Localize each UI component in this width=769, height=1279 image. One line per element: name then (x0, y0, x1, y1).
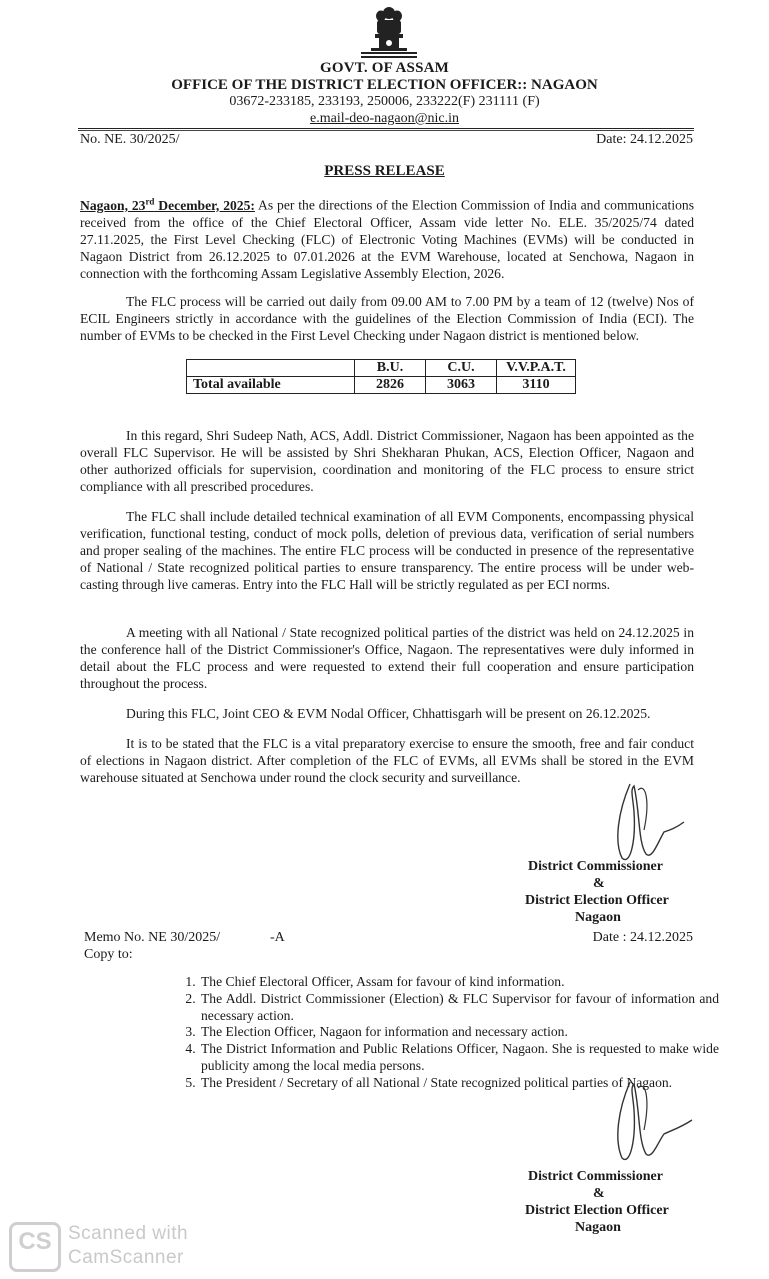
table-header-row (187, 360, 576, 377)
reference-number: No. NE. 30/2025/ (80, 132, 180, 147)
signature-title-dc: District Commissioner (528, 1169, 663, 1184)
signature-ampersand: & (593, 1186, 605, 1201)
header-divider (78, 128, 694, 129)
table-cell-bu: 2826 (355, 377, 426, 394)
signature-mark (600, 772, 700, 868)
paragraph-flc-scope: The FLC shall include detailed technical examination of all EVM Components, encompassing physical verification, functional testing, conduct of mock polls, deletion of previous data, verification of serial numbers and proper sealing of the machines. The entire FLC process will be conducted in presence of the representative of National / State recognized political parties to ensure transparency. The entire process will be under web-casting through live cameras. Entry into the FLC Hall will be strictly regulated as per ECI norms. (80, 509, 694, 592)
signature-title-deo: District Election Officer (525, 1203, 669, 1218)
phone-numbers: 03672-233185, 233193, 250006, 233222(F) 231111 (F) (229, 94, 540, 109)
signature-title-dc: District Commissioner (528, 859, 663, 874)
copy-to-label: Copy to: (84, 947, 133, 962)
issue-date: Date: 24.12.2025 (596, 132, 693, 147)
signature-ampersand: & (593, 876, 605, 891)
list-item: 5. The President / Secretary of all National / State recognized political parties of Nagaon. (199, 1075, 719, 1092)
table-header-cell (187, 360, 355, 377)
table-cell-vvpat: 3110 (497, 377, 576, 394)
office-heading: OFFICE OF THE DISTRICT ELECTION OFFICER:: NAGAON (171, 77, 598, 93)
signature-location: Nagaon (575, 910, 621, 925)
paragraph-joint-ceo: During this FLC, Joint CEO & EVM Nodal Officer, Chhattisgarh will be present on 26.12.2025. (126, 706, 651, 721)
paragraph-intro: Nagaon, 23rd December, 2025: As per the directions of the Election Commission of India and communications received from the office of the Chief Electoral Officer, Assam vide letter No. ELE. 35/2025/74 dated 27.11.2025, the First Level Checking (FLC) of Electronic Voting Machines (EVMs) will be conducted in Nagaon District from 26.12.2025 to 07.01.2026 at the EVM Warehouse, located at Senchowa, Nagaon in connection with the forthcoming Assam Legislative Assembly Election, 2026. (80, 196, 694, 281)
table-header-cell: V.V.P.A.T. (497, 360, 576, 377)
dateline: Nagaon, 23rd December, 2025: (80, 196, 255, 213)
table-cell-cu: 3063 (426, 377, 497, 394)
list-item: 4. The District Information and Public Relations Officer, Nagaon. She is requested to make wide publicity among the local media persons. (199, 1041, 719, 1075)
paragraph-conclusion: It is to be stated that the FLC is a vital preparatory exercise to ensure the smooth, free and fair conduct of elections in Nagaon district. After completion of the FLC of EVMs, all EVMs shall be stored in the EVM warehouse situated at Senchowa under round the clock security and surveillance. (80, 736, 694, 785)
list-item: 3. The Election Officer, Nagaon for information and necessary action. (199, 1024, 719, 1041)
paragraph-flc-process: The FLC process will be carried out daily from 09.00 AM to 7.00 PM by a team of 12 (twelve) Nos of ECIL Engineers strictly in accordance with the guidelines of the Election Commission of India (ECI). The number of EVMs to be checked in the First Level Checking under Nagaon district is mentioned below. (80, 294, 694, 343)
list-item: 1. The Chief Electoral Officer, Assam for favour of kind information. (199, 974, 719, 991)
memo-number: Memo No. NE 30/2025/ (84, 930, 221, 945)
signature-location: Nagaon (575, 1220, 621, 1235)
camscanner-watermark (68, 1222, 188, 1270)
govt-heading: GOVT. OF ASSAM (319, 60, 450, 76)
header-divider-secondary (78, 130, 694, 131)
watermark-line2: CamScanner (68, 1247, 184, 1268)
table-row (187, 377, 576, 394)
copy-to-list (175, 974, 719, 1092)
watermark-line1: Scanned with (68, 1223, 189, 1244)
memo-suffix: -A (270, 930, 285, 945)
table-header-cell: C.U. (426, 360, 497, 377)
signature-title-deo: District Election Officer (525, 893, 669, 908)
camscanner-logo-text: CS (18, 1228, 52, 1255)
paragraph-supervisor: In this regard, Shri Sudeep Nath, ACS, Addl. District Commissioner, Nagaon has been appointed as the overall FLC Supervisor. He will be assisted by Shri Shekharan Phukan, ACS, Election Officer, Nagaon and other authorized officials for supervision, coordination and monitoring of the FLC process to ensure strict compliance with all prescribed procedures. (80, 428, 694, 494)
evm-count-table (186, 359, 576, 394)
table-row-label: Total available (187, 377, 355, 394)
table-header-cell: B.U. (355, 360, 426, 377)
paragraph-meeting: A meeting with all National / State recognized political parties of the district was held on 24.12.2025 in the conference hall of the District Commissioner's Office, Nagaon. The representatives were duly informed in detail about the FLC process and were requested to extend their full cooperation and ensure participation throughout the process. (80, 625, 694, 691)
state-emblem-icon (357, 4, 421, 62)
email-address: e.mail-deo-nagaon@nic.in (310, 111, 459, 126)
page-title: PRESS RELEASE (324, 163, 445, 179)
memo-date: Date : 24.12.2025 (592, 930, 693, 945)
list-item: 2. The Addl. District Commissioner (Election) & FLC Supervisor for favour of information and necessary action. (199, 991, 719, 1025)
